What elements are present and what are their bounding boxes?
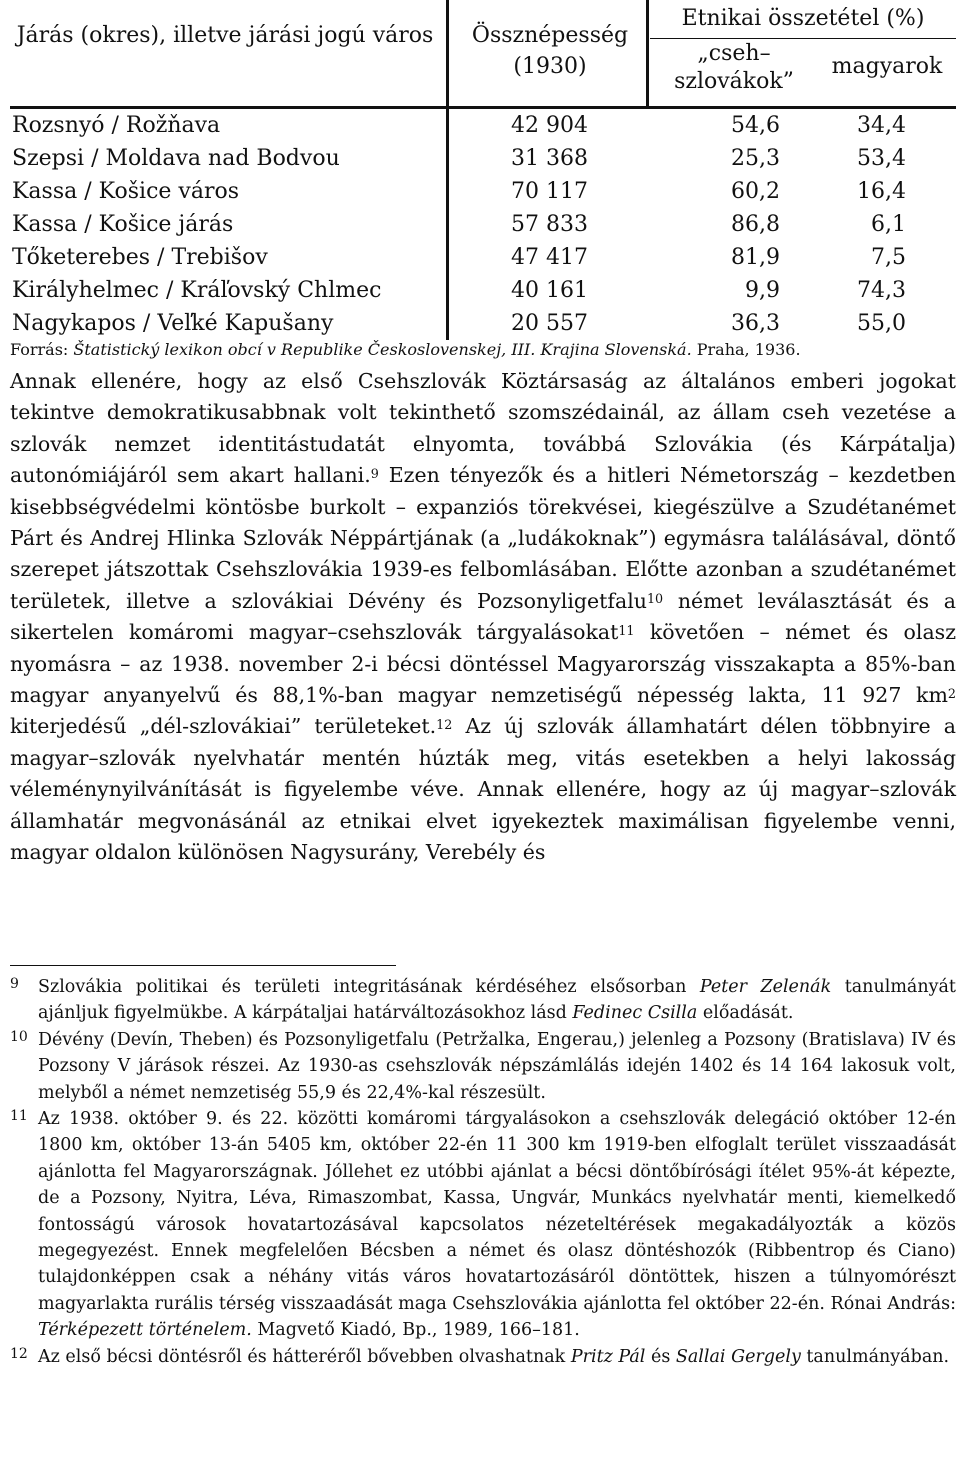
- table-row: [10, 241, 956, 274]
- table-row: [10, 109, 956, 142]
- body-text-segment: követően – német és olasz nyomásra – az 1938. november 2-i bécsi döntéssel Magyarország visszakapta a 85%-ban magyar anyanyelvű és 88,1%-ban magyar nemzetiségű népesség lakta, 11 927 km: [10, 620, 956, 708]
- footnote-author: Fedinec Csilla: [572, 1003, 698, 1024]
- footnote-text: tanulmányában.: [800, 1346, 950, 1367]
- footnote-ref-9[interactable]: 9: [370, 465, 379, 481]
- source-label: Forrás:: [10, 340, 74, 359]
- footnote-text: Szlovákia politikai és területi integritásának kérdéséhez elsősorban: [38, 977, 700, 997]
- footnote-text: előadását.: [697, 1003, 794, 1024]
- czechoslovak-percent-cell: 36,3: [731, 311, 780, 336]
- header-vertical-rule: [446, 0, 449, 106]
- footnote-number: 11: [10, 1108, 28, 1125]
- czechoslovak-percent-cell: 54,6: [731, 113, 780, 138]
- body-text-segment: kiterjedésű „dél-szlovákiai” területeket.: [10, 714, 437, 739]
- footnote-text: Az 1938. október 9. és 22. közötti komáromi tárgyalásokon a csehszlovák delegáció október 12-én 1800 km, október 13-án 5405 km, október 22-én 11 300 km 1919-ben elfoglalt terület visszaadását ajánlotta fel Magyarországnak. Jóllehet ez utóbbi ajánlat a bécsi döntőbírósági ítélet 95%-át képezte, de a Pozsony, Nyitra, Léva, Rimaszombat, Kassa, Ungvár, Munkács nyelvhatár menti, kiemelkedő fontosságú városok hovatartozásával kapcsolatos nézeteltérések megakadályozták a közös megegyezést. Ennek megfelelően Bécsben a német és olasz döntéshozók (Ribbentrop és Ciano) tulajdonképpen csak a néhány vitás város hovatartozásáról döntöttek, hiszen a túlnyomórészt magyarlakta rurális térség visszaadását maga Csehszlovákia ajánlotta fel október 22-én. Rónai András:: [38, 1109, 956, 1314]
- district-name-cell: Királyhelmec / Kráľovský Chlmec: [12, 278, 382, 303]
- header-divider: [650, 38, 956, 39]
- footnote-number: 12: [10, 1345, 28, 1362]
- population-cell: 47 417: [511, 245, 588, 270]
- czechoslovak-percent-cell: 25,3: [731, 146, 780, 171]
- hungarian-percent-cell: 34,4: [857, 113, 906, 138]
- hungarian-percent-cell: 6,1: [871, 212, 906, 237]
- district-name-cell: Tőketerebes / Trebišov: [12, 245, 268, 270]
- district-name-cell: Szepsi / Moldava nad Bodvou: [12, 146, 340, 171]
- header-population: Össznépesség (1930): [471, 23, 629, 79]
- km-superscript: 2: [947, 685, 956, 701]
- footnote-text: Dévény (Devín, Theben) és Pozsonyligetfalu (Petržalka, Engerau,) jelenleg a Pozsony (Bratislava) IV és Pozsony V járások részei. Az 1930-as csehszlovák népszámlálás idején 1402 és 14 164 lakosuk volt, melyből a német nemzetiség 55,9 és 22,4%-kal részesült.: [38, 1029, 956, 1103]
- footnote-10: [10, 1027, 956, 1106]
- footnote-separator: [10, 965, 396, 966]
- footnote-number: 9: [10, 976, 19, 992]
- table-row: [10, 307, 956, 340]
- footnote-number: 10: [10, 1028, 28, 1045]
- population-cell: 70 117: [511, 179, 588, 204]
- table-row: [10, 175, 956, 208]
- table-row: [10, 208, 956, 241]
- header-ethnic-composition: Etnikai összetétel (%): [681, 6, 925, 31]
- header-czechoslovak: „cseh–szlovákok”: [674, 41, 794, 94]
- footnote-ref-10[interactable]: 10: [646, 591, 664, 607]
- header-hungarian: magyarok: [831, 54, 943, 79]
- footnotes: [10, 974, 956, 1370]
- footnote-9: [10, 974, 956, 1027]
- table-row: [10, 142, 956, 175]
- table-body: [10, 109, 956, 340]
- hungarian-percent-cell: 16,4: [857, 179, 906, 204]
- hungarian-percent-cell: 7,5: [871, 245, 906, 270]
- body-paragraph: [10, 366, 956, 869]
- footnote-author: Pritz Pál: [570, 1346, 646, 1367]
- district-name-cell: Kassa / Košice járás: [12, 212, 234, 237]
- footnote-text: és: [645, 1346, 676, 1367]
- header-vertical-rule: [646, 0, 649, 106]
- source-title: Štatistický lexikon obcí v Republike Československej, III. Krajina Slovenská.: [73, 340, 692, 359]
- body-text-segment: Az új szlovák államhatárt délen többnyire a magyar–szlovák nyelvhatár mentén húzták meg, vitás esetekben a helyi lakosság véleménynyilvánítását is figyelembe véve. Annak ellenére, hogy az új magyar–szlovák államhatár megvonásánál az etnikai elvet igyekeztek maximálisan figyelembe venni, magyar oldalon különösen Nagysurány, Verebély és: [10, 714, 956, 865]
- population-cell: 42 904: [511, 113, 588, 138]
- czechoslovak-percent-cell: 9,9: [745, 278, 780, 303]
- source-tail: Praha, 1936.: [691, 340, 801, 359]
- body-text-segment: Annak ellenére, hogy az első Csehszlovák Köztársaság az általános emberi jogokat tekintve demokratikusabbnak volt tekinthető szomszédainál, az állam cseh vezetése a szlovák nemzet identitástudatát elnyomta, továbbá Szlovákia (és Kárpátalja) autonómiájáról sem akart hallani.: [10, 369, 956, 488]
- population-cell: 57 833: [511, 212, 588, 237]
- hungarian-percent-cell: 55,0: [857, 311, 906, 336]
- footnote-book-title: Térképezett történelem.: [38, 1320, 252, 1341]
- population-cell: 31 368: [511, 146, 588, 171]
- table-header: [10, 0, 956, 109]
- district-name-cell: Kassa / Košice város: [12, 179, 239, 204]
- czechoslovak-percent-cell: 86,8: [731, 212, 780, 237]
- footnote-text: tanulmányát ajánljuk figyelmükbe. A kárpátaljai határváltozásokhoz lásd: [38, 977, 956, 1024]
- footnote-ref-11[interactable]: 11: [618, 622, 635, 638]
- district-name-cell: Nagykapos / Veľké Kapušany: [12, 311, 334, 336]
- population-cell: 40 161: [511, 278, 588, 303]
- hungarian-percent-cell: 53,4: [857, 146, 906, 171]
- hungarian-percent-cell: 74,3: [857, 278, 906, 303]
- footnote-author: Peter Zelenák: [699, 977, 832, 997]
- body-text-segment: német leválasztását és a sikertelen komáromi magyar–csehszlovák tárgyalásokat: [10, 588, 956, 645]
- footnote-text: Az első bécsi döntésről és hátteréről bővebben olvashatnak: [38, 1346, 571, 1367]
- population-table: [10, 0, 956, 340]
- header-district: Járás (okres), illetve járási jogú város: [16, 23, 434, 48]
- district-name-cell: Rozsnyó / Rožňava: [12, 113, 221, 138]
- czechoslovak-percent-cell: 60,2: [731, 179, 780, 204]
- footnote-ref-12[interactable]: 12: [436, 717, 453, 733]
- czechoslovak-percent-cell: 81,9: [731, 245, 780, 270]
- footnote-author: Sallai Gergely: [675, 1346, 801, 1367]
- footnote-11: [10, 1106, 956, 1344]
- population-cell: 20 557: [511, 311, 588, 336]
- footnote-text: Magvető Kiadó, Bp., 1989, 166–181.: [251, 1320, 580, 1341]
- table-row: [10, 274, 956, 307]
- body-text-segment: Ezen tényezők és a hitleri Németország – kezdetben kisebbségvédelmi köntösbe burkolt – expanziós törekvései, kiegészülve a Szudétanémet Párt és Andrej Hlinka Szlovák Néppártjának (a „ludákoknak”) egymásra találásával, döntő szerepet játszottak Csehszlovákia 1939-es felbomlásában. Előtte azonban a szudétanémet területek, illetve a szlovákiai Dévény és Pozsonyligetfalu: [10, 463, 956, 613]
- footnote-12: [10, 1344, 956, 1370]
- table-source: [10, 338, 956, 362]
